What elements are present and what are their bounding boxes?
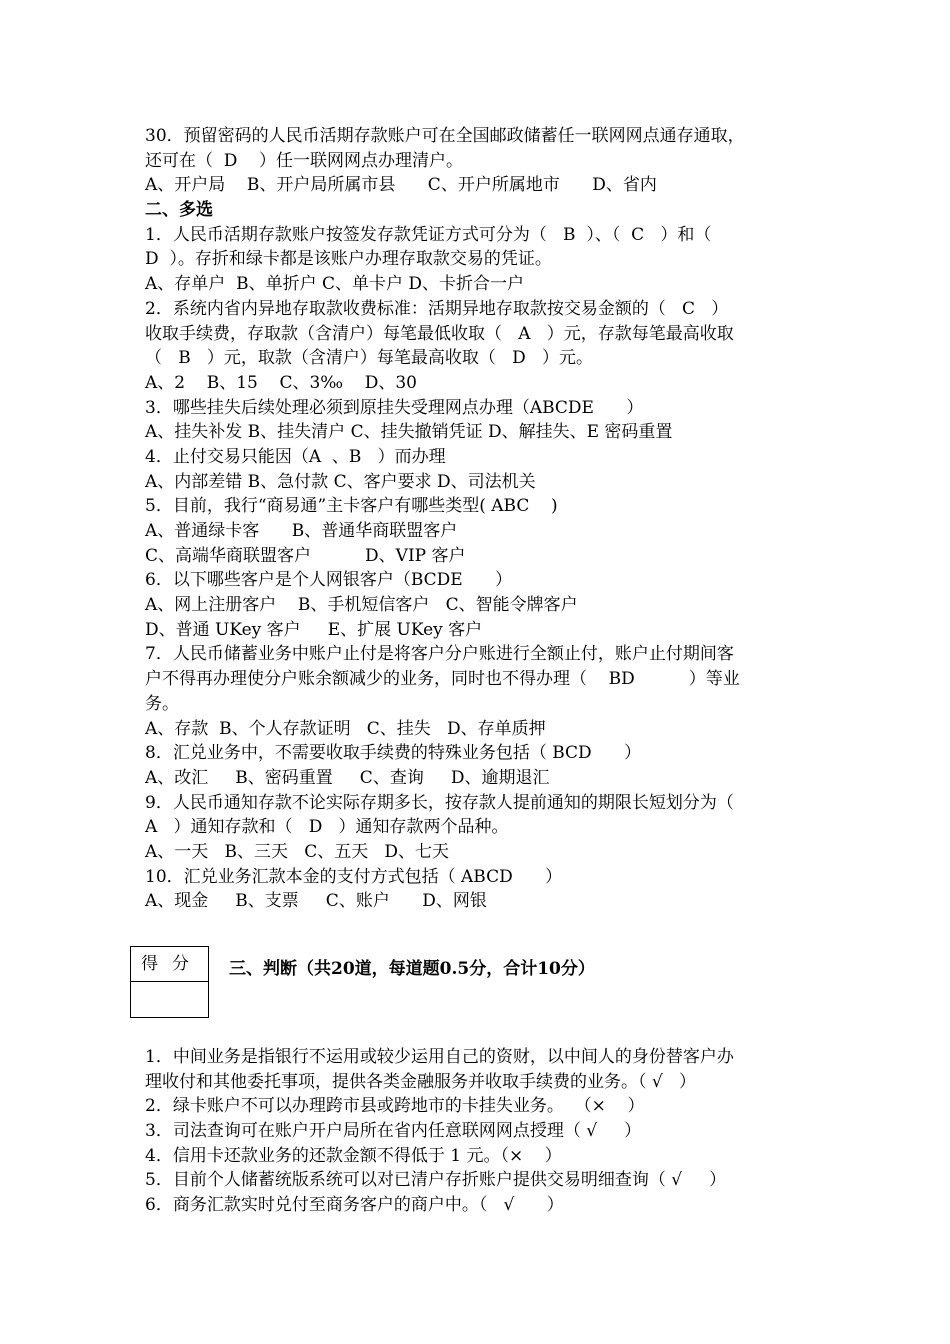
question-block-b <box>0 1045 950 1218</box>
text-line: 7．人民币储蓄业务中账户止付是将客户分户账进行全额止付，账户止付期间客 <box>145 644 734 665</box>
text-line: 1．中间业务是指银行不运用或较少运用自己的资财，以中间人的身份替客户办 <box>145 1047 734 1067</box>
text-line: 收取手续费，存取款（含清户）每笔最低收取（ A ）元，存款每笔最高收取 <box>145 323 734 344</box>
text-line: C、高端华商联盟客户 D、VIP 客户 <box>145 545 466 566</box>
section-title-judgment: 三、判断（共20道，每道题0.5分，合计10分） <box>229 959 595 979</box>
text-line: A、一天 B、三天 C、五天 D、七天 <box>145 841 450 862</box>
text-line: A、普通绿卡客 B、普通华商联盟客户 <box>145 521 458 541</box>
score-label: 得分 <box>131 947 208 982</box>
text-line: 户不得再办理使分户账余额减少的业务，同时也不得办理（ BD ）等业 <box>145 669 740 690</box>
text-line: 9．人民币通知存款不论实际存期多长，按存款人提前通知的期限长短划分为（ <box>145 792 734 813</box>
text-line: A、内部差错 B、急付款 C、客户要求 D、司法机关 <box>145 471 536 492</box>
text-line: 10．汇兑业务汇款本金的支付方式包括（ ABCD ） <box>145 866 563 887</box>
text-line: 4．止付交易只能因（A 、B ）而办理 <box>145 446 446 467</box>
score-blank <box>131 982 208 1019</box>
text-line: D、普通 UKey 客户 E、扩展 UKey 客户 <box>145 619 483 640</box>
section-heading: 二、多选 <box>145 200 213 221</box>
text-line: A、现金 B、支票 C、账户 D、网银 <box>145 891 487 912</box>
text-line: 5．目前个人储蓄统版系统可以对已清户存折账户提供交易明细查询（ √ ） <box>145 1170 727 1191</box>
text-line: A ）通知存款和（ D ）通知存款两个品种。 <box>145 817 509 838</box>
text-line: 2．绿卡账户不可以办理跨市县或跨地市的卡挂失业务。 （× ） <box>145 1096 645 1117</box>
text-line: 6．商务汇款实时兑付至商务客户的商户中。（ √ ） <box>145 1195 564 1216</box>
text-line: 30．预留密码的人民币活期存款账户可在全国邮政储蓄任一联网网点通存通取， <box>145 126 745 146</box>
text-line: A、开户局 B、开户局所属市县 C、开户所属地市 D、省内 <box>145 175 657 196</box>
text-line: A、存款 B、个人存款证明 C、挂失 D、存单质押 <box>145 718 546 739</box>
text-line: 8．汇兑业务中，不需要收取手续费的特殊业务包括（ BCD ） <box>145 743 642 764</box>
text-line: D ）。存折和绿卡都是该账户办理存取款交易的凭证。 <box>145 249 552 270</box>
text-line: 4．信用卡还款业务的还款金额不得低于 1 元。（× ） <box>145 1145 562 1166</box>
text-line: A、2 B、15 C、3‰ D、30 <box>145 372 417 393</box>
text-line: A、存单户 B、单折户 C、单卡户 D、卡折合一户 <box>145 274 525 295</box>
question-block-a <box>0 124 950 914</box>
text-line: A、网上注册客户 B、手机短信客户 C、智能令牌客户 <box>145 595 578 616</box>
text-line: A、改汇 B、密码重置 C、查询 D、逾期退汇 <box>145 767 550 788</box>
text-line: 5．目前，我行“商易通”主卡客户有哪些类型( ABC ) <box>145 496 558 517</box>
text-line: （ B ）元，取款（含清户）每笔最高收取（ D ）元。 <box>145 348 593 369</box>
text-line: 2．系统内省内异地存取款收费标准：活期异地存取款按交易金额的（ C ） <box>145 298 729 319</box>
text-line: 3．哪些挂失后续处理必须到原挂失受理网点办理（ABCDE ） <box>145 397 644 418</box>
text-line: 理收付和其他委托事项，提供各类金融服务并收取手续费的业务。（ √ ） <box>145 1071 696 1092</box>
text-line: 1．人民币活期存款账户按签发存款凭证方式可分为（ B ）、（ C ）和（ <box>145 224 712 245</box>
text-line: 还可在（ D ）任一联网网点办理清户。 <box>145 150 464 171</box>
text-line: 6．以下哪些客户是个人网银客户（BCDE ） <box>145 570 513 591</box>
score-box <box>130 946 209 1018</box>
text-line: 务。 <box>145 693 179 714</box>
text-line: A、挂失补发 B、挂失清户 C、挂失撤销凭证 D、解挂失、E 密码重置 <box>145 422 673 443</box>
text-line: 3．司法查询可在账户开户局所在省内任意联网网点授理（ √ ） <box>145 1121 642 1142</box>
